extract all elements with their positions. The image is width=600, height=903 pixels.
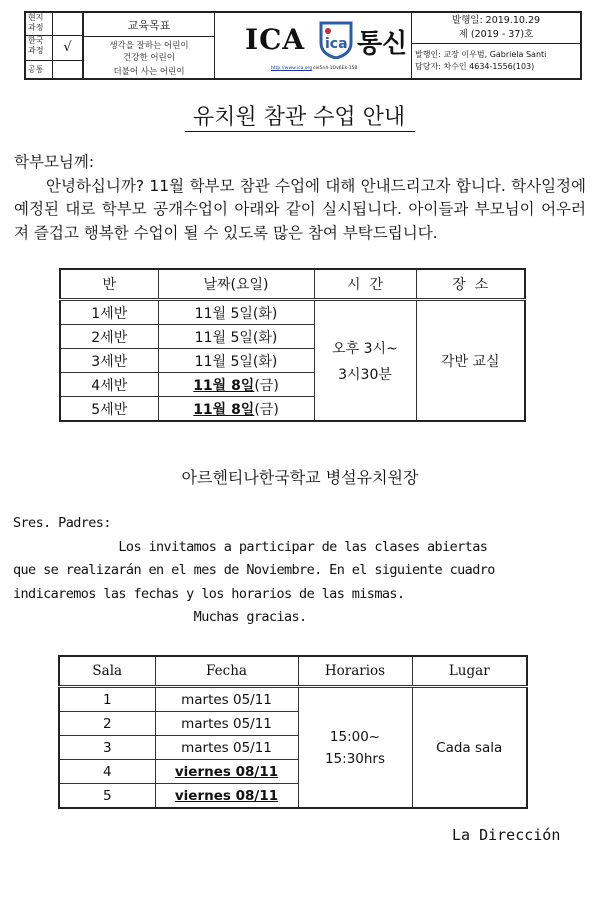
fecha-cell: martes 05/11 <box>155 687 298 712</box>
table-row <box>60 300 525 325</box>
issue-date: 발행일: 2019.10.29 <box>451 15 541 26</box>
header-date: 날짜(요일) <box>158 269 314 300</box>
lugar-cell: Cada sala <box>412 687 527 809</box>
curriculum-row-common <box>26 61 82 78</box>
date-cell <box>158 349 314 373</box>
time-line: 3시30분 <box>338 366 392 383</box>
header-class: 반 <box>60 269 158 300</box>
page-title-text: 유치원 참관 수업 안내 <box>185 105 415 132</box>
fecha-text-emphasized: viernes 08/11 <box>174 787 279 804</box>
curriculum-checklist <box>26 13 84 78</box>
class-cell: 1세반 <box>60 300 158 325</box>
date-text: 11월 5일 <box>194 353 253 370</box>
date-text-emphasized: 11월 8일 <box>193 401 255 418</box>
spanish-closing: Muchas gracias. <box>13 609 307 625</box>
date-cell <box>158 300 314 325</box>
korean-signature: 아르헨티나한국학교 병설유치원장 <box>181 468 419 487</box>
date-cell <box>158 397 314 422</box>
korean-letter <box>14 151 586 245</box>
day-text: (금) <box>254 401 279 418</box>
spanish-letter <box>13 512 495 630</box>
header-sala: Sala <box>59 656 155 687</box>
svg-text:ica: ica <box>325 36 348 52</box>
class-cell: 2세반 <box>60 325 158 349</box>
school-logo-icon <box>319 21 353 59</box>
class-cell: 3세반 <box>60 349 158 373</box>
contact-small-text: cel5n4-1Ov6Ek-15B <box>313 66 358 71</box>
time-cell <box>314 300 416 422</box>
education-goals <box>84 13 215 78</box>
curriculum-label: 현지 과정 <box>26 13 53 35</box>
sala-cell: 3 <box>59 736 155 760</box>
education-goal: 더불어 사는 어린이 <box>113 67 185 77</box>
school-brand <box>215 13 412 78</box>
class-cell: 5세반 <box>60 397 158 422</box>
spanish-body-line: indicaremos las fechas y los horarios de las mismas. <box>13 585 405 602</box>
date-text-emphasized: 11월 8일 <box>193 377 255 394</box>
fecha-cell <box>155 760 298 784</box>
newsletter-header <box>24 11 582 80</box>
curriculum-row-local <box>26 13 82 36</box>
fecha-text-emphasized: viernes 08/11 <box>174 763 279 780</box>
date-cell <box>158 373 314 397</box>
fecha-cell: martes 05/11 <box>155 736 298 760</box>
spanish-body-line: Los invitamos a participar de las clases abiertas <box>13 538 488 555</box>
education-goal: 생각을 잘하는 어린이 <box>109 41 189 51</box>
day-text: (금) <box>254 377 279 394</box>
issue-number: 제 (2019 - 37)호 <box>458 29 534 40</box>
curriculum-label: 한국 과정 <box>26 36 53 60</box>
class-cell: 4세반 <box>60 373 158 397</box>
curriculum-label: 공통 <box>26 61 53 78</box>
contact-person: 담당자: 차수인 4634-1556(103) <box>415 62 535 71</box>
horarios-cell <box>298 687 412 809</box>
fecha-cell: martes 05/11 <box>155 712 298 736</box>
publisher: 발행인: 교장 이우범, Gabriela Santi <box>415 50 547 59</box>
table-row <box>59 687 527 712</box>
header-time: 시 간 <box>314 269 416 300</box>
spanish-salutation: Sres. Padres: <box>13 515 111 531</box>
sala-cell: 2 <box>59 712 155 736</box>
newsletter-label: 통신 <box>357 29 408 59</box>
school-abbr: ICA <box>245 23 306 56</box>
fecha-cell <box>155 784 298 809</box>
spanish-body-line: que se realizarán en el mes de Noviembre. En el siguiente cuadro <box>13 562 495 578</box>
curriculum-row-korean <box>26 36 82 61</box>
spanish-signature: La Dirección <box>452 826 561 844</box>
place-cell: 각반 교실 <box>416 300 525 422</box>
korean-salutation: 학부모님께: <box>14 153 95 171</box>
education-goals-title: 교육목표 <box>84 13 214 37</box>
header-horarios: Horarios <box>298 656 412 687</box>
sala-cell: 5 <box>59 784 155 809</box>
day-text: (화) <box>252 305 278 322</box>
header-lugar: Lugar <box>412 656 527 687</box>
day-text: (화) <box>252 329 278 346</box>
time-line: 오후 3시~ <box>332 340 398 357</box>
education-goal: 건강한 어린이 <box>123 53 175 63</box>
header-place: 장 소 <box>416 269 525 300</box>
date-text: 11월 5일 <box>194 329 253 346</box>
check-mark-icon: √ <box>63 40 72 55</box>
sala-cell: 1 <box>59 687 155 712</box>
header-fecha: Fecha <box>155 656 298 687</box>
sala-cell: 4 <box>59 760 155 784</box>
time-line: 15:00~ <box>329 728 381 745</box>
korean-body: 안녕하십니까? 11월 학부모 참관 수업에 대해 안내드리고자 합니다. 학사일정에 예정된 대로 학부모 공개수업이 아래와 같이 실시됩니다. 아이들과 부모님이 어우러져 즐겁고 행복한 수업이 될 수 있도록 많은 참여 부탁드립니다. <box>14 176 586 242</box>
issue-date-number <box>412 13 580 44</box>
curriculum-check <box>53 13 82 35</box>
issue-info <box>412 13 580 78</box>
date-text: 11월 5일 <box>194 305 253 322</box>
date-cell <box>158 325 314 349</box>
day-text: (화) <box>252 353 278 370</box>
page-title <box>0 100 600 131</box>
publisher-info <box>412 44 580 78</box>
curriculum-check <box>53 61 82 78</box>
spanish-schedule-table <box>58 655 528 809</box>
school-url-link[interactable]: http://www.ica.org <box>271 66 313 71</box>
korean-schedule-table <box>59 268 526 422</box>
time-line: 15:30hrs <box>324 750 386 767</box>
